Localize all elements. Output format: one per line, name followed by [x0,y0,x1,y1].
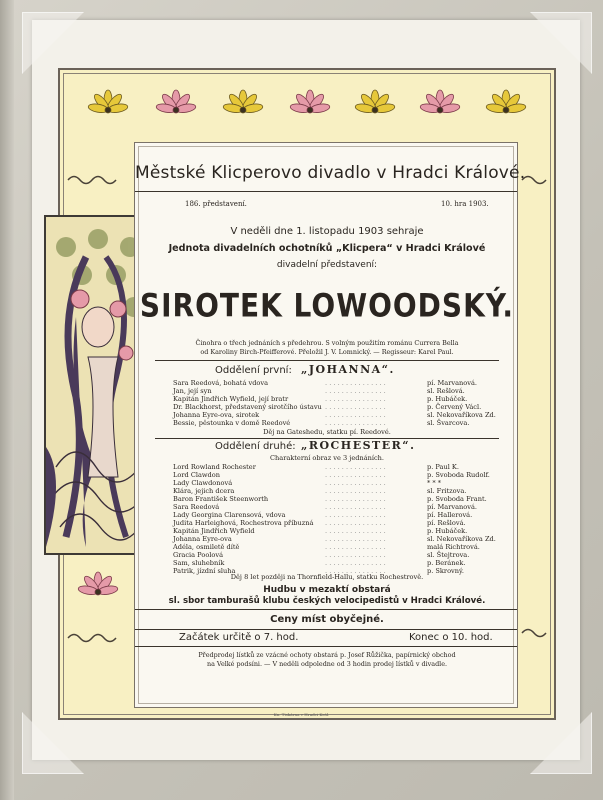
cast-actor: p. Paul K. [427,463,459,471]
cast-actor: sl. Štejtrova. [427,551,470,559]
start-time: Začátek určitě o 7. hod. [179,632,299,643]
cast-actor: p. Červený Václ. [427,403,482,411]
leader-dots: . . . . . . . . . . . . . . . [325,519,386,527]
divider [135,646,517,647]
part2-setting: Děj 8 let později na Thornfield-Hallu, statku Rochestrově. [230,573,424,581]
flower-pink-icon [420,90,461,114]
cast-actor: p. Beránek. [427,559,466,567]
part1-setting: Děj na Gateshedu, statku pí. Reedové. [263,428,391,436]
leader-dots: . . . . . . . . . . . . . . . [325,403,386,411]
flower-border [68,84,546,124]
flower-pink-icon [290,90,331,114]
cast-role: Sara Reedová [173,503,220,511]
part2-subtitle: Charakterní obraz ve 3 jednáních. [269,454,385,462]
cast-role: Bessie, pěstounka v domě Reedové [173,419,291,427]
cast-actor: * * * [427,479,442,487]
cast-actor: p. Hubáček. [427,395,468,403]
part1-label: Oddělení první: [215,365,292,376]
part1-name: „JOHANNA“. [301,363,395,376]
cast-actor: malá Richtrová. [427,543,480,551]
cast-role: Kapitán Jindřich Wyfield [173,527,255,535]
leader-dots: . . . . . . . . . . . . . . . [325,387,386,395]
cast-actor: pí. Rešlová. [427,519,466,527]
leader-dots: . . . . . . . . . . . . . . . [325,479,386,487]
part2-name: „ROCHESTER“. [301,439,416,452]
cast-role: Gracia Poolová [173,551,224,559]
leader-dots: . . . . . . . . . . . . . . . [325,543,386,551]
cast-role: Sam, sluhebník [173,559,225,567]
leader-dots: . . . . . . . . . . . . . . . [325,419,386,427]
cast-actor: p. Svoboda Frant. [427,495,487,503]
performance-number: 186. představení. [185,200,247,208]
cast-role: Johanna Eyre-ova [173,535,232,543]
cast-role: Lord Rowland Rochester [173,463,256,471]
part2-label: Oddělení druhé: [215,441,296,452]
cast-actor: sl. Nekovaříkova Zd. [427,535,496,543]
flower-yellow-icon [223,90,264,114]
music-line-1: Hudbu v mezaktí obstará [263,585,391,595]
leader-dots: . . . . . . . . . . . . . . . [325,411,386,419]
album-binding [0,0,14,800]
divider [135,191,517,192]
end-time: Konec o 10. hod. [409,632,493,643]
scroll-ornament-icon [66,172,126,188]
leader-dots: . . . . . . . . . . . . . . . [325,463,386,471]
leader-dots: . . . . . . . . . . . . . . . [325,487,386,495]
cast-role: Lady Clawdonová [173,479,233,487]
leader-dots: . . . . . . . . . . . . . . . [325,559,386,567]
cast-role: Judita Harleighová, Rochestrova příbuzná [173,519,314,527]
flower-yellow-icon [355,90,396,114]
scroll-ornament-icon [520,625,550,641]
cast-actor: pí. Marvanová. [427,503,477,511]
leader-dots: . . . . . . . . . . . . . . . [325,527,386,535]
theatre-name: Městské Klicperovo divadlo v Hradci Králové. [135,163,526,183]
subtitle-line-1: Činohra o třech jednáních s předehrou. S volným použitím románu Currera Bella [195,339,459,347]
leader-dots: . . . . . . . . . . . . . . . [325,503,386,511]
play-title: SIROTEK LOWOODSKÝ. [139,286,515,325]
cast-role: Baron František Steenworth [173,495,269,503]
leader-dots: . . . . . . . . . . . . . . . [325,551,386,559]
flower-yellow-icon [486,90,527,114]
cast-actor: p. Skrovný. [427,567,464,575]
divider [155,360,499,361]
subtitle-line-2: od Karoliny Birch-Pfeifferové. Přeložil J. V. Lomnický. — Regisseur: Karel Paul. [200,348,454,356]
leader-dots: . . . . . . . . . . . . . . . [325,567,386,575]
divider [135,609,517,610]
cast-role: Sara Reedová, bohatá vdova [173,379,269,387]
cast-role: Kapitán Jindřich Wyfield, její bratr [173,395,289,403]
flower-yellow-icon [88,90,129,114]
leader-dots: . . . . . . . . . . . . . . . [325,495,386,503]
cast-actor: sl. Nekovaříkova Zd. [427,411,496,419]
cast-actor: pí. Marvanová. [427,379,477,387]
presale-line-1: Předprodej lístků ze vzácné ochoty obstará p. Josef Růžička, papírnický obchod [198,651,456,659]
leader-dots: . . . . . . . . . . . . . . . [325,511,386,519]
cast-actor: sl. Fritzova. [427,487,467,495]
cast-actor: sl. Švarcova. [427,419,470,427]
presale-line-2: na Velké podsíni. — V neděli odpoledne od 3 hodin prodej lístků v divadle. [206,660,448,668]
cast-role: Dr. Blackhorst, představený sirotčího ústavu [173,403,322,411]
scroll-ornament-icon [66,630,126,646]
play-number-year: 10. hra 1903. [441,200,489,208]
cast-role: Jan, její syn [173,387,212,395]
cast-actor: p. Hubáček. [427,527,468,535]
cast-role: Johanna Eyre-ova, sirotek [173,411,260,419]
company-name: Jednota divadelních ochotníků „Klicpera“ v Hradci Králové [168,243,486,254]
ticket-prices: Ceny míst obyčejné. [270,614,384,625]
leader-dots: . . . . . . . . . . . . . . . [325,535,386,543]
flower-pink-icon [156,90,197,114]
playbill-content [134,142,526,708]
cast-role: Lord Clawdon [173,471,220,479]
cast-actor: pí. Hallerová. [427,511,473,519]
flower-pink-icon [62,568,134,602]
leader-dots: . . . . . . . . . . . . . . . [325,471,386,479]
printer-credit: Kn. Tiskárna v Hradci Král. [273,712,330,717]
leader-dots: . . . . . . . . . . . . . . . [325,379,386,387]
performance-label: divadelní představení: [276,260,378,270]
music-line-2: sl. sbor tamburašů klubu českých velocipedistů v Hradci Králové. [168,596,486,606]
cast-role: Patrik, jízdní sluha [173,567,236,575]
cast-actor: sl. Rešlová. [427,387,465,395]
leader-dots: . . . . . . . . . . . . . . . [325,395,386,403]
date-line: V neděli dne 1. listopadu 1903 sehraje [230,226,424,237]
cast-role: Lady Georgina Clarensová, vdova [173,511,286,519]
cast-role: Klára, jejich dcera [173,487,235,495]
cast-role: Adéla, osmiletě dítě [173,543,240,551]
divider [135,629,517,630]
cast-actor: p. Svoboda Rudolf. [427,471,490,479]
